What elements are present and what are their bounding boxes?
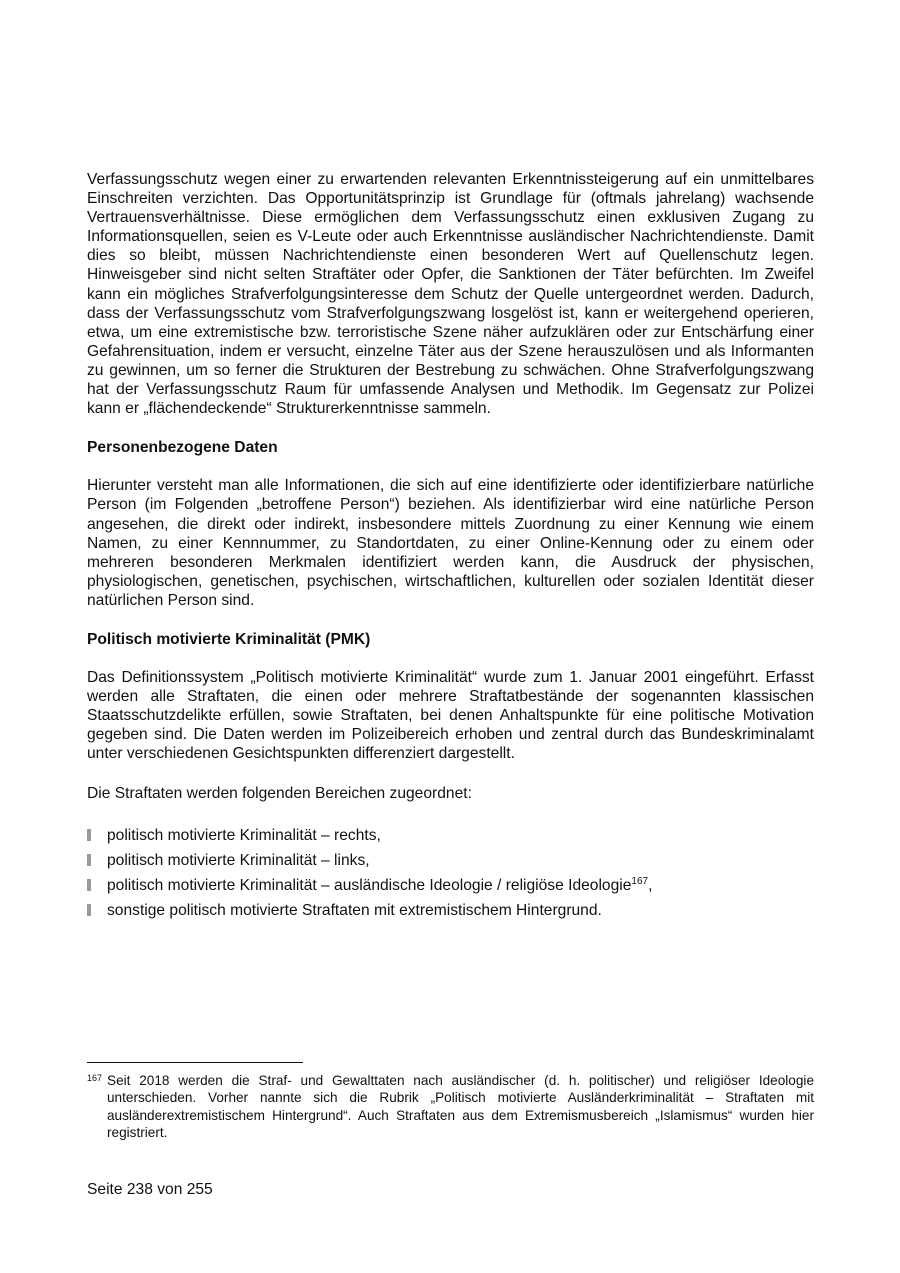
footnote [87,1072,814,1141]
list-item [87,898,814,923]
section-heading-pmk: Politisch motivierte Kriminalität (PMK) [87,630,371,648]
bullet-icon [87,854,91,866]
list-item [87,848,814,873]
section-heading-personenbezogene-daten: Personenbezogene Daten [87,439,278,457]
bullet-icon [87,879,91,891]
bullet-icon [87,904,91,916]
page-number: Seite 238 von 255 [87,1181,213,1198]
list-item-text: politisch motivierte Kriminalität – ausländische Ideologie / religiöse Ideologie [107,876,632,894]
footnote-number: 167 [87,1073,103,1083]
section-paragraph-personenbezogene-daten: Hierunter versteht man alle Informationen, die sich auf eine identifizierte oder identifizierbare natürliche Person (im Folgenden „betroffene Person“) beziehen. Als identifizierbar wird eine natürliche Person angesehen, die direkt oder indirekt, insbesondere mittels Zuordnung zu einer Kennung wie einem Namen, zu einer Kennnummer, zu Standortdaten, zu einer Online-Kennung oder zu einem oder mehreren besonderen Merkmalen identifiziert werden kann, die Ausdruck der physischen, physiologischen, genetischen, psychischen, wirtschaftlichen, kulturellen oder sozialen Identität dieser natürlichen Person sind. [87,477,814,609]
intro-paragraph: Verfassungsschutz wegen einer zu erwartenden relevanten Erkenntnissteigerung auf ein unmittelbares Einschreiten verzichten. Das Opportunitätsprinzip ist Grundlage für (oftmals jahrelang) wachsende Vertrauensverhältnisse. Diese ermöglichen dem Verfassungsschutz einen exklusiven Zugang zu Informationsquellen, seien es V-Leute oder auch Erkenntnisse ausländischer Nachrichtendienste. Damit dies so bleibt, müssen Nachrichtendienste einen besonderen Wert auf Quellenschutz legen. Hinweisgeber sind nicht selten Straftäter oder Opfer, die Sanktionen der Täter befürchten. Im Zweifel kann ein mögliches Strafverfolgungsinteresse dem Schutz der Quelle untergeordnet werden. Dadurch, dass der Verfassungsschutz vom Strafverfolgungszwang losgelöst ist, kann er weitergehend operieren, etwa, um eine extremistische bzw. terroristische Szene näher aufzuklären oder zur Entschärfung einer Gefahrensituation, indem er versucht, einzelne Täter aus der Szene herauszulösen und als Informanten zu gewinnen, um so ferner die Strukturen der Bestrebung zu schwächen. Ohne Strafverfolgungszwang hat der Verfassungsschutz Raum für umfassende Analysen und Methodik. Im Gegensatz zur Polizei kann er „flächendeckende“ Strukturerkenntnisse sammeln. [87,171,814,418]
list-item [87,873,814,898]
bullet-icon [87,829,91,841]
list-item-suffix: , [648,876,653,894]
list-item-text: politisch motivierte Kriminalität – rechts, [107,826,381,844]
footnote-ref: 167 [631,875,649,887]
section-paragraph-pmk: Das Definitionssystem „Politisch motivierte Kriminalität“ wurde zum 1. Januar 2001 eingeführt. Erfasst werden alle Straftaten, die einen oder mehrere Straftatbestände der sogenannten klassischen Staatsschutzdelikte erfüllen, sowie Straftaten, bei denen Anhaltspunkte für eine politische Motivation gegeben sind. Die Daten werden im Polizeibereich erhoben und zentral durch das Bundeskriminalamt unter verschiedenen Gesichtspunkten differenziert dargestellt. [87,669,814,763]
footnote-separator [87,1062,303,1063]
list-intro: Die Straftaten werden folgenden Bereichen zugeordnet: [87,784,472,802]
list-item [87,823,814,848]
list-item-text: sonstige politisch motivierte Straftaten mit extremistischem Hintergrund. [107,901,602,919]
list-item-text: politisch motivierte Kriminalität – links, [107,851,370,869]
footnote-text: Seit 2018 werden die Straf- und Gewalttaten nach ausländischer (d. h. politischer) und religiöser Ideologie unterschieden. Vorher nannte sich die Rubrik „Politisch motivierte Ausländerkriminalität – Straftaten mit ausländerextremistischem Hintergrund“. Auch Straftaten aus dem Extremismusbereich „Islamismus“ wurden hier registriert. [107,1073,814,1140]
category-list [87,823,814,923]
document-body [87,170,814,923]
